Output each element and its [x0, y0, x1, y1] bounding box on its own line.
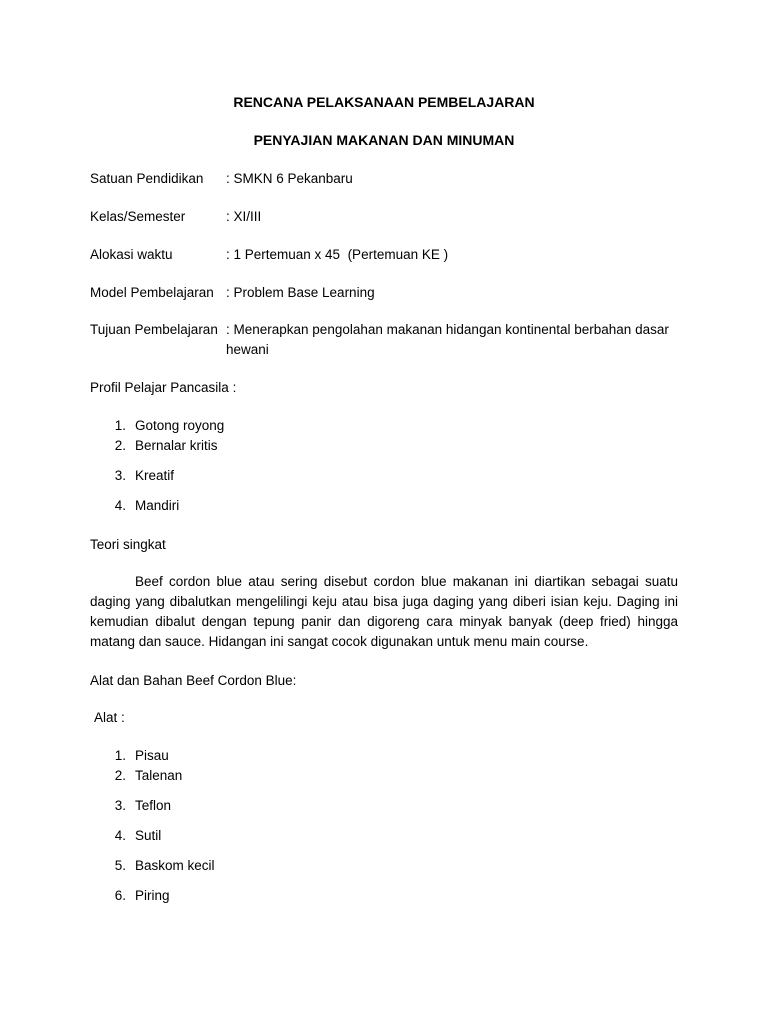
info-value-kelas: : XI/III — [226, 209, 262, 224]
alat-item: Baskom kecil — [135, 858, 215, 873]
profil-item-number: 3. — [114, 468, 126, 483]
alat-item: Talenan — [135, 768, 183, 783]
profil-item: Kreatif — [135, 468, 175, 483]
profil-item: Mandiri — [135, 498, 180, 513]
alat-item: Teflon — [135, 798, 172, 813]
info-value-satuan: : SMKN 6 Pekanbaru — [226, 171, 353, 186]
info-label-kelas: Kelas/Semester — [90, 209, 186, 224]
profil-item: Gotong royong — [135, 418, 225, 433]
alat-item-number: 6. — [114, 888, 126, 903]
info-label-alokasi: Alokasi waktu — [90, 247, 173, 262]
profil-item: Bernalar kritis — [135, 438, 218, 453]
alat-bahan-heading: Alat dan Bahan Beef Cordon Blue: — [90, 673, 297, 688]
info-value-alokasi: : 1 Pertemuan x 45 (Pertemuan KE ) — [226, 247, 449, 262]
info-value-tujuan-cont: hewani — [226, 342, 269, 357]
alat-item-number: 3. — [114, 798, 126, 813]
alat-item-number: 4. — [114, 828, 126, 843]
profil-heading: Profil Pelajar Pancasila : — [90, 380, 237, 395]
document-title: RENCANA PELAKSANAAN PEMBELAJARAN — [233, 94, 535, 110]
alat-item-number: 2. — [114, 768, 126, 783]
info-value-tujuan: : Menerapkan pengolahan makanan hidangan kontinental berbahan dasar — [226, 322, 669, 337]
profil-item-number: 4. — [114, 498, 126, 513]
info-label-satuan: Satuan Pendidikan — [90, 171, 204, 186]
alat-item: Pisau — [135, 748, 169, 763]
info-label-model: Model Pembelajaran — [90, 285, 214, 300]
profil-item-number: 2. — [114, 438, 126, 453]
document-subtitle: PENYAJIAN MAKANAN DAN MINUMAN — [253, 132, 515, 148]
alat-item: Sutil — [135, 828, 162, 843]
alat-item-number: 1. — [114, 748, 126, 763]
teori-paragraph: Beef cordon blue atau sering disebut cordon blue makanan ini diartikan sebagai suatu daging yang dibalutkan mengelilingi keju atau bisa juga daging yang diberi isian keju. Daging ini kemudian dibalut dengan tepung panir dan digoreng cara minyak banyak (deep fried) hingga matang dan sauce. Hidangan ini sangat cocok digunakan untuk menu main course. — [90, 574, 678, 649]
alat-item: Piring — [135, 888, 170, 903]
info-label-tujuan: Tujuan Pembelajaran — [90, 322, 218, 337]
info-value-model: : Problem Base Learning — [226, 285, 375, 300]
alat-heading: Alat : — [94, 710, 125, 725]
profil-item-number: 1. — [114, 418, 126, 433]
teori-heading: Teori singkat — [90, 537, 166, 552]
alat-item-number: 5. — [114, 858, 126, 873]
